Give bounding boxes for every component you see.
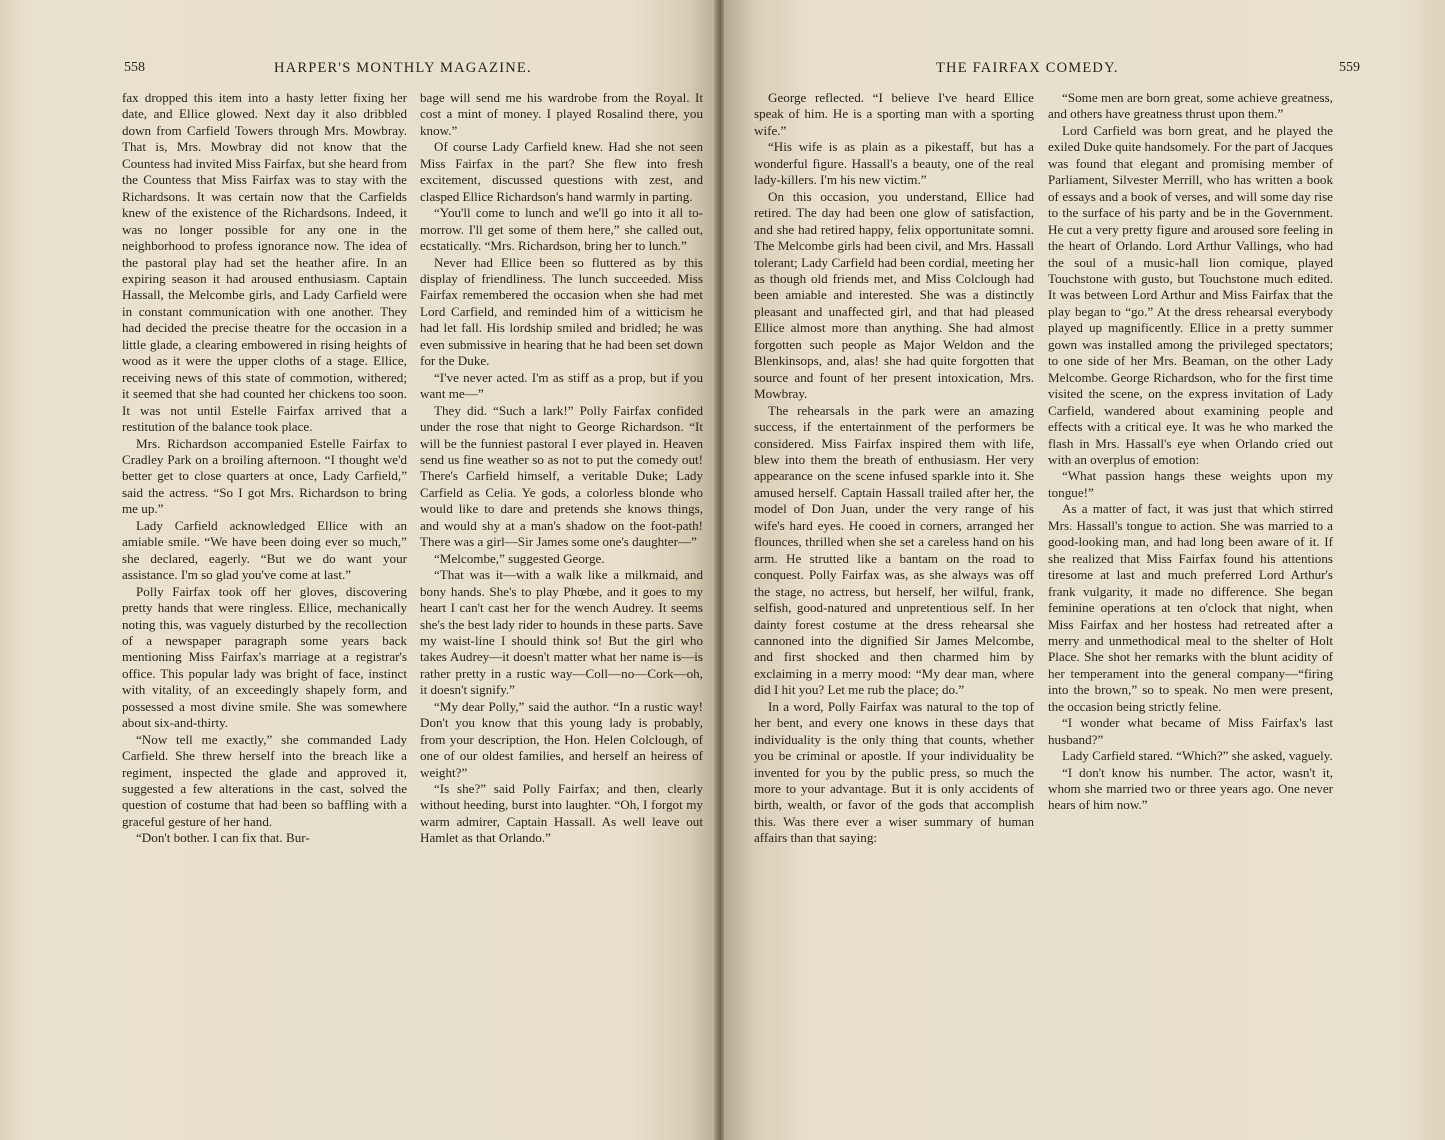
paragraph: “You'll come to lunch and we'll go into it all to-morrow. I'll get some of them here,” she called out, ecstatically. “Mrs. Richardson, bring her to lunch.” — [420, 205, 703, 254]
right-page-header — [754, 60, 1360, 82]
paragraph: Lord Carfield was born great, and he played the exiled Duke quite handsomely. For the part of Jacques was found that elegant and promising member of Parliament, Silvester Merrill, who has written a book of essays and a book of verses, and will some day rise to the surface of his party and be in the Government. He cut a very pretty figure and aroused sore feeling in the heart of Orlando. Lord Arthur Vallings, who had the soul of a music-hall lion comique, played Touchstone with gusto, but Touchstone much edited. It was between Lord Arthur and Miss Fairfax that the play began to “go.” At the dress rehearsal everybody played up magnificently. Ellice in a pretty summer gown was installed among the privileged spectators; to one side of her Mrs. Beaman, on the other Lady Melcombe. George Richardson, who for the first time visited the scene, on the express invitation of Lady Carfield, wandered about examining people and effects with a critical eye. It was he who marked the flash in Mrs. Hassall's eye when Orlando cried out with an overplus of emotion: — [1048, 122, 1333, 467]
right-page — [724, 0, 1445, 1140]
left-column-1 — [122, 90, 407, 847]
paragraph: As a matter of fact, it was just that which stirred Mrs. Hassall's tongue to action. She was married to a good-looking man, and had long been aware of it. If she realized that Miss Fairfax found his attentions tiresome at last and much preferred Lord Arthur's frank vulgarity, it made no difference. She began feminine operations at ten o'clock that night, when Miss Fairfax and her hostess had retreated after a merry and unmethodical meal to the shelter of Holt Place. She shot her remarks with the blunt acidity of her temperament into the general company—“firing into the brown,” so to speak. No men were present, the occasion being strictly feline. — [1048, 501, 1333, 714]
running-title: HARPER'S MONTHLY MAGAZINE. — [274, 60, 532, 76]
left-page-header — [124, 60, 704, 82]
paragraph: “Don't bother. I can fix that. Bur- — [136, 830, 310, 846]
paragraph: “My dear Polly,” said the author. “In a rustic way! Don't you know that this young lady is probably, from your description, the Hon. Helen Colclough, of one of our oldest families, and herself an heiress of weight?” — [420, 698, 703, 780]
paragraph: Of course Lady Carfield knew. Had she not seen Miss Fairfax in the part? She flew into fresh excitement, discussed questions with zest, and clasped Ellice Richardson's hand warmly in parting. — [420, 139, 703, 204]
paragraph: George reflected. “I believe I've heard Ellice speak of him. He is a sporting man with a sporting wife.” — [754, 90, 1034, 138]
left-column-2 — [420, 90, 703, 847]
paragraph: Mrs. Richardson accompanied Estelle Fairfax to Cradley Park on a broiling afternoon. “I thought we'd better get to close quarters at once, Lady Carfield,” said the actress. “So I got Mrs. Richardson to bring me up.” — [122, 435, 407, 517]
paragraph: “Now tell me exactly,” she commanded Lady Carfield. She threw herself into the breach like a regiment, inspected the glade and approved it, suggested a few alterations in the cast, solved the question of costume that had been so baffling with a graceful gesture of her hand. — [122, 731, 407, 829]
page-number: 559 — [1339, 60, 1360, 75]
paragraph: fax dropped this item into a hasty letter fixing her date, and Ellice glowed. Next day it also dribbled down from Carfield Towers through Mrs. Mowbray. That is, Mrs. Mowbray did not know that the Countess had invited Miss Fairfax, but she heard from the Countess that Miss Fairfax was to stay with the Richardsons. It was certain now that the Carfields knew of the existence of the Richardsons. Indeed, it was no longer possible for any one in the neighborhood to profess ignorance now. The idea of the pastoral play had set the heather afire. In an expiring season it had aroused enthusiasm. Captain Hassall, the Melcombe girls, and Lady Carfield were in constant communication with one another. They had decided the precise theatre for the occasion in a little glade, a clearing embowered in rising heights of wood as it were the upper cloths of a stage. Ellice, receiving news of this state of commotion, withered; it seemed that she had counted her chickens too soon. It was not until Estelle Fairfax arrived that a restitution of the balance took place. — [122, 90, 407, 435]
paragraph: They did. “Such a lark!” Polly Fairfax confided under the rose that night to George Richardson. “It will be the funniest pastoral I ever played in. Heaven send us fine weather so as not to put the comedy out! There's Carfield himself, a veritable Duke; Lady Carfield as Celia. Ye gods, a colorless blonde who would like to dare and pretends she knows things, and would shy at a man's shadow on the foot-path! There was a girl—Sir James some one's daughter—” — [420, 402, 703, 550]
paragraph: “Is she?” said Polly Fairfax; and then, clearly without heeding, burst into laughter. “Oh, I forgot my warm admirer, Captain Hassall. As well leave out Hamlet as that Orlando.” — [420, 781, 703, 846]
paragraph: Polly Fairfax took off her gloves, discovering pretty hands that were ringless. Ellice, mechanically noting this, was vaguely disturbed by the recollection of a newspaper paragraph some years back mentioning Miss Fairfax's marriage at a registrar's office. This popular lady was bright of face, instinct with vitality, of an exceedingly shapely form, and possessed a most divine smile. She was somewhere about six-and-thirty. — [122, 583, 407, 731]
paragraph: “Melcombe,” suggested George. — [434, 550, 605, 566]
paragraph: Never had Ellice been so fluttered as by this display of friendliness. The lunch succeeded. Miss Fairfax remembered the occasion when she had met Lord Carfield, and reminded him of a witticism he had let fall. His lordship smiled and bridled; he was even submissive in hearing that he had been set down for the Duke. — [420, 254, 703, 369]
paragraph: On this occasion, you understand, Ellice had retired. The day had been one glow of satisfaction, and she had retired happy, felix opportunitate somni. The Melcombe girls had been civil, and Mrs. Hassall tolerant; Lady Carfield had been cordial, meeting her as though old friends met, and Miss Colclough had been amiable and interested. She was a distinctly pleasant and unaffected girl, and that had pleased Ellice almost more than anything. She had almost forgotten such people as Major Weldon and the Blenkinsops, and, alas! she had quite forgotten that source and fount of her present intoxication, Mrs. Mowbray. — [754, 188, 1034, 402]
paragraph: “Some men are born great, some achieve greatness, and others have greatness thrust upon them.” — [1048, 90, 1333, 122]
left-page — [0, 0, 718, 1140]
running-title: THE FAIRFAX COMEDY. — [936, 60, 1119, 76]
paragraph: “His wife is as plain as a pikestaff, but has a wonderful figure. Hassall's a beauty, one of the real lady-killers. I'm his new victim.” — [754, 139, 1034, 188]
right-column-1 — [754, 90, 1034, 847]
paragraph: “I wonder what became of Miss Fairfax's last husband?” — [1048, 715, 1333, 747]
paragraph: Lady Carfield acknowledged Ellice with an amiable smile. “We have been doing ever so much,” she declared, eagerly. “But we do want your assistance. I'm so glad you've come at last.” — [122, 517, 407, 583]
right-column-2 — [1048, 90, 1333, 814]
paragraph: “I've never acted. I'm as stiff as a prop, but if you want me—” — [420, 369, 703, 402]
paragraph: The rehearsals in the park were an amazing success, if the entertainment of the performers be considered. Miss Fairfax inspired them with life, blew into them the breath of enthusiasm. Her very appearance on the scene infused sparkle into it. She amused herself. Captain Hassall trailed after her, the model of Don Juan, under the very range of his wife's hard eyes. He cooed in corners, arranged her flounces, thrilled when she set a careless hand on his arm. He strutted like a bantam on the road to conquest. Polly Fairfax was, as she always was off the stage, no actress, but herself, her wilful, frank, selfish, good-natured and unpretentious self. In her dainty forest costume at the dress rehearsal she cannoned into the dignified Sir James Melcombe, and first shocked and then charmed him by exclaiming in a merry mood: “My dear man, where did I hit you? Let me rub the place; do.” — [754, 402, 1034, 698]
paragraph: “I don't know his number. The actor, wasn't it, whom she married two or three years ago. One never hears of him now.” — [1048, 764, 1333, 813]
paragraph: “What passion hangs these weights upon my tongue!” — [1048, 468, 1333, 500]
paragraph: bage will send me his wardrobe from the Royal. It cost a mint of money. I played Rosalind there, you know.” — [420, 90, 703, 138]
page-number: 558 — [124, 60, 145, 75]
paragraph: “That was it—with a walk like a milkmaid, and bony hands. She's to play Phœbe, and it goes to my heart I can't cast her for the wench Audrey. It seems she's the best lady rider to hounds in these parts. Save my waist-line I should think so! But the girl who takes Audrey—it doesn't matter what her name is—is rather pretty in a rustic way—Coll—no—Cork—oh, it doesn't signify.” — [420, 567, 703, 698]
paragraph: Lady Carfield stared. “Which?” she asked, vaguely. — [1062, 748, 1333, 764]
paragraph: In a word, Polly Fairfax was natural to the top of her bent, and every one knows in these days that individuality is the only thing that counts, whether you be criminal or apostle. If your individuality be invented for you by the public press, so much the more to your advantage. But it is only accidents of birth, wealth, or favor of the gods that accomplish this. Was there ever a wiser summary of human affairs than that saying: — [754, 698, 1034, 846]
